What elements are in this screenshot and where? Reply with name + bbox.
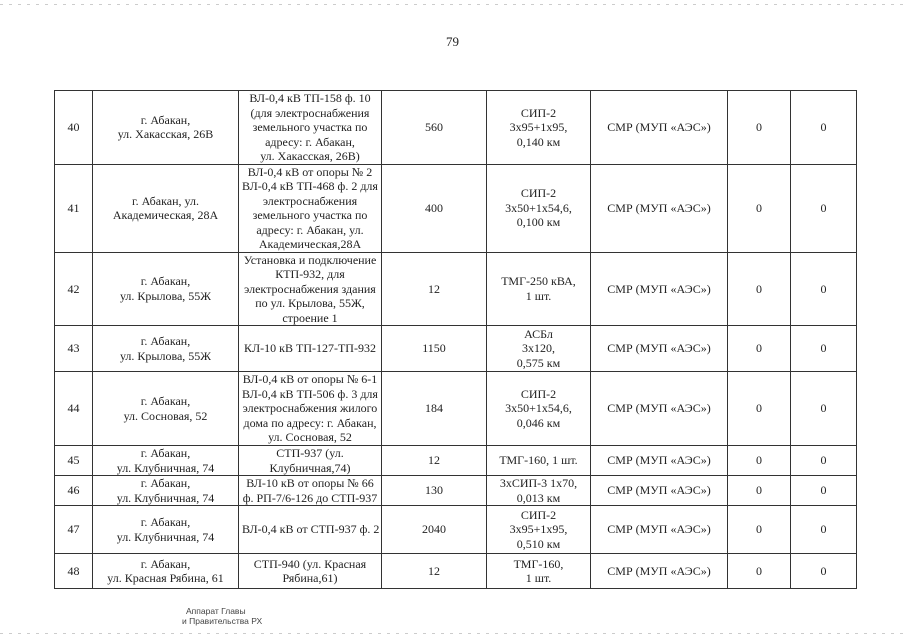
cell-line: ВЛ-0,4 кВ ТП-506 ф. 3 для — [242, 386, 378, 401]
cell-line: СИП-2 — [520, 105, 557, 120]
cell-specification — [487, 506, 591, 554]
table-row — [55, 91, 857, 165]
cell-line: г. Абакан, — [140, 274, 191, 289]
table-row — [55, 372, 857, 446]
cell-line: СИП-2 — [520, 386, 557, 401]
table-row — [55, 476, 857, 506]
cell-row-number: 47 — [55, 506, 93, 554]
table-row — [55, 506, 857, 554]
cell-organization: СМР (МУП «АЭС») — [591, 164, 728, 252]
cell-quantity: 12 — [382, 554, 487, 589]
cell-line: ул. Клубничная, 74 — [116, 529, 215, 544]
cell-quantity: 12 — [382, 446, 487, 476]
cell-organization: СМР (МУП «АЭС») — [591, 554, 728, 589]
cell-line: электроснабжения жилого — [242, 401, 378, 416]
cell-line: г. Абакан, — [140, 515, 191, 529]
cell-line: г. Абакан, — [140, 112, 191, 127]
cell-object — [239, 476, 382, 506]
cell-address — [93, 91, 239, 165]
cell-line: ВЛ-0,4 кВ от опоры № 2 — [247, 164, 373, 179]
cell-organization: СМР (МУП «АЭС») — [591, 506, 728, 554]
cell-line: г. Абакан, — [140, 476, 191, 490]
cell-line: ул. Сосновая, 52 — [268, 430, 352, 445]
cell-line: АСБл — [524, 326, 553, 341]
cell-line: 3х120, — [522, 341, 555, 356]
cell-line: электроснабжения здания — [244, 281, 376, 296]
cell-value-1: 0 — [728, 506, 791, 554]
cell-line: по ул. Крылова, 55Ж, — [255, 296, 365, 310]
cell-line: ул. Сосновая, 52 — [123, 408, 208, 423]
scan-edge-top — [0, 4, 905, 5]
cell-address — [93, 476, 239, 506]
data-table — [54, 90, 857, 589]
cell-row-number: 48 — [55, 554, 93, 589]
cell-object — [239, 446, 382, 476]
cell-quantity: 184 — [382, 372, 487, 446]
cell-row-number: 41 — [55, 164, 93, 252]
cell-line: СИП-2 — [520, 507, 557, 522]
cell-value-1: 0 — [728, 446, 791, 476]
cell-organization: СМР (МУП «АЭС») — [591, 91, 728, 165]
cell-quantity: 560 — [382, 91, 487, 165]
cell-line: 0,575 км — [516, 355, 561, 370]
cell-quantity: 400 — [382, 164, 487, 252]
cell-line: ВЛ-0,4 кВ ТП-468 ф. 2 для — [242, 179, 378, 193]
cell-line: (для электроснабжения — [250, 105, 370, 120]
cell-line: ул. Крылова, 55Ж — [119, 348, 212, 363]
cell-object — [239, 326, 382, 372]
cell-value-1: 0 — [728, 91, 791, 165]
cell-address — [93, 164, 239, 252]
cell-row-number: 43 — [55, 326, 93, 372]
table-row — [55, 252, 857, 326]
cell-row-number: 45 — [55, 446, 93, 476]
cell-value-1: 0 — [728, 554, 791, 589]
cell-line: 1 шт. — [525, 571, 552, 585]
cell-organization: СМР (МУП «АЭС») — [591, 476, 728, 506]
cell-object — [239, 372, 382, 446]
footer-stamp — [176, 606, 262, 626]
cell-line: 0,046 км — [516, 415, 561, 430]
cell-object — [239, 506, 382, 554]
cell-line: ВЛ-0,4 кВ от СТП-937 ф. 2 — [242, 522, 380, 537]
cell-line: ВЛ-10 кВ от опоры № 66 — [246, 476, 374, 490]
cell-line: ф. РП-7/6-126 до СТП-937 — [242, 490, 378, 505]
cell-specification — [487, 164, 591, 252]
cell-line: 0,510 км — [516, 536, 561, 551]
cell-line: 3х95+1х95, — [509, 120, 568, 134]
cell-value-2: 0 — [791, 476, 857, 506]
cell-value-1: 0 — [728, 252, 791, 326]
cell-line: 3х95+1х95, — [509, 522, 568, 537]
cell-specification — [487, 446, 591, 476]
cell-specification — [487, 252, 591, 326]
stamp-line: Аппарат Главы — [186, 606, 246, 616]
cell-quantity: 2040 — [382, 506, 487, 554]
table-body — [55, 91, 857, 589]
cell-line: 3хСИП-3 1х70, — [499, 476, 578, 490]
table-row — [55, 446, 857, 476]
cell-row-number: 44 — [55, 372, 93, 446]
cell-address — [93, 252, 239, 326]
cell-address — [93, 326, 239, 372]
cell-line: СТП-940 (ул. Красная — [253, 556, 367, 571]
cell-line: 0,140 км — [516, 134, 561, 149]
cell-row-number: 46 — [55, 476, 93, 506]
cell-line: г. Абакан, ул. — [132, 193, 199, 208]
cell-specification — [487, 554, 591, 589]
cell-organization: СМР (МУП «АЭС») — [591, 446, 728, 476]
cell-value-2: 0 — [791, 554, 857, 589]
cell-line: дома по адресу: г. Абакан, — [243, 415, 377, 430]
stamp-line: и Правительства РХ — [182, 616, 263, 626]
cell-organization: СМР (МУП «АЭС») — [591, 372, 728, 446]
cell-specification — [487, 91, 591, 165]
cell-line: строение 1 — [282, 310, 338, 325]
cell-line: Установка и подключение — [243, 252, 377, 267]
table-row — [55, 326, 857, 372]
table-row — [55, 554, 857, 589]
cell-line: ВЛ-0,4 кВ от опоры № 6-1 — [242, 372, 378, 387]
page-number: 79 — [446, 34, 459, 49]
cell-object — [239, 91, 382, 165]
cell-line: адресу: г. Абакан, — [265, 134, 355, 149]
cell-quantity: 130 — [382, 476, 487, 506]
cell-line: ул. Хакасская, 26В) — [260, 149, 360, 163]
cell-value-2: 0 — [791, 252, 857, 326]
cell-line: ТМГ-160, — [513, 556, 564, 571]
cell-line: земельного участка по — [252, 208, 368, 222]
cell-line: Академическая,28А — [258, 237, 362, 251]
cell-line: 1 шт. — [525, 288, 552, 303]
cell-line: ТМГ-160, 1 шт. — [499, 453, 578, 468]
cell-value-2: 0 — [791, 326, 857, 372]
cell-value-2: 0 — [791, 446, 857, 476]
cell-specification — [487, 372, 591, 446]
cell-line: ул. Клубничная, 74 — [116, 460, 215, 475]
cell-specification — [487, 476, 591, 506]
cell-line: Академическая, 28А — [112, 208, 219, 222]
cell-line: КЛ-10 кВ ТП-127-ТП-932 — [244, 341, 376, 356]
cell-line: г. Абакан, — [140, 556, 191, 571]
cell-object — [239, 554, 382, 589]
cell-line: 3х50+1х54,6, — [505, 401, 572, 416]
cell-line: земельного участка по — [252, 120, 368, 134]
cell-value-1: 0 — [728, 476, 791, 506]
cell-line: Рябина,61) — [282, 571, 338, 585]
cell-value-1: 0 — [728, 372, 791, 446]
cell-line: г. Абакан, — [140, 334, 191, 348]
cell-row-number: 40 — [55, 91, 93, 165]
cell-row-number: 42 — [55, 252, 93, 326]
cell-address — [93, 554, 239, 589]
cell-line: ТМГ-250 кВА, — [501, 274, 576, 289]
cell-address — [93, 446, 239, 476]
cell-line: ул. Красная Рябина, 61 — [107, 571, 224, 585]
cell-line: КТП-932, для — [275, 267, 345, 281]
cell-line: ВЛ-0,4 кВ ТП-158 ф. 10 — [249, 91, 371, 105]
table-row — [55, 164, 857, 252]
cell-object — [239, 164, 382, 252]
cell-line: СИП-2 — [520, 186, 557, 201]
cell-line: ул. Крылова, 55Ж — [119, 288, 212, 303]
cell-line: ул. Клубничная, 74 — [116, 490, 215, 505]
cell-line: 0,100 км — [516, 215, 561, 230]
cell-value-2: 0 — [791, 372, 857, 446]
cell-value-2: 0 — [791, 91, 857, 165]
cell-line: ул. Хакасская, 26В — [117, 127, 214, 142]
cell-address — [93, 506, 239, 554]
cell-value-1: 0 — [728, 164, 791, 252]
cell-line: Клубничная,74) — [269, 460, 351, 475]
cell-value-2: 0 — [791, 164, 857, 252]
cell-value-2: 0 — [791, 506, 857, 554]
cell-line: г. Абакан, — [140, 446, 191, 460]
cell-line: адресу: г. Абакан, ул. — [256, 222, 364, 237]
scan-edge-bottom — [0, 633, 905, 634]
cell-address — [93, 372, 239, 446]
cell-object — [239, 252, 382, 326]
cell-quantity: 12 — [382, 252, 487, 326]
cell-quantity: 1150 — [382, 326, 487, 372]
cell-organization: СМР (МУП «АЭС») — [591, 252, 728, 326]
cell-line: СТП-937 (ул. — [276, 446, 344, 460]
cell-line: электроснабжения — [262, 193, 358, 208]
cell-line: г. Абакан, — [140, 394, 191, 408]
cell-organization: СМР (МУП «АЭС») — [591, 326, 728, 372]
cell-line: 3х50+1х54,6, — [505, 200, 572, 215]
cell-line: 0,013 км — [516, 490, 561, 505]
cell-specification — [487, 326, 591, 372]
cell-value-1: 0 — [728, 326, 791, 372]
